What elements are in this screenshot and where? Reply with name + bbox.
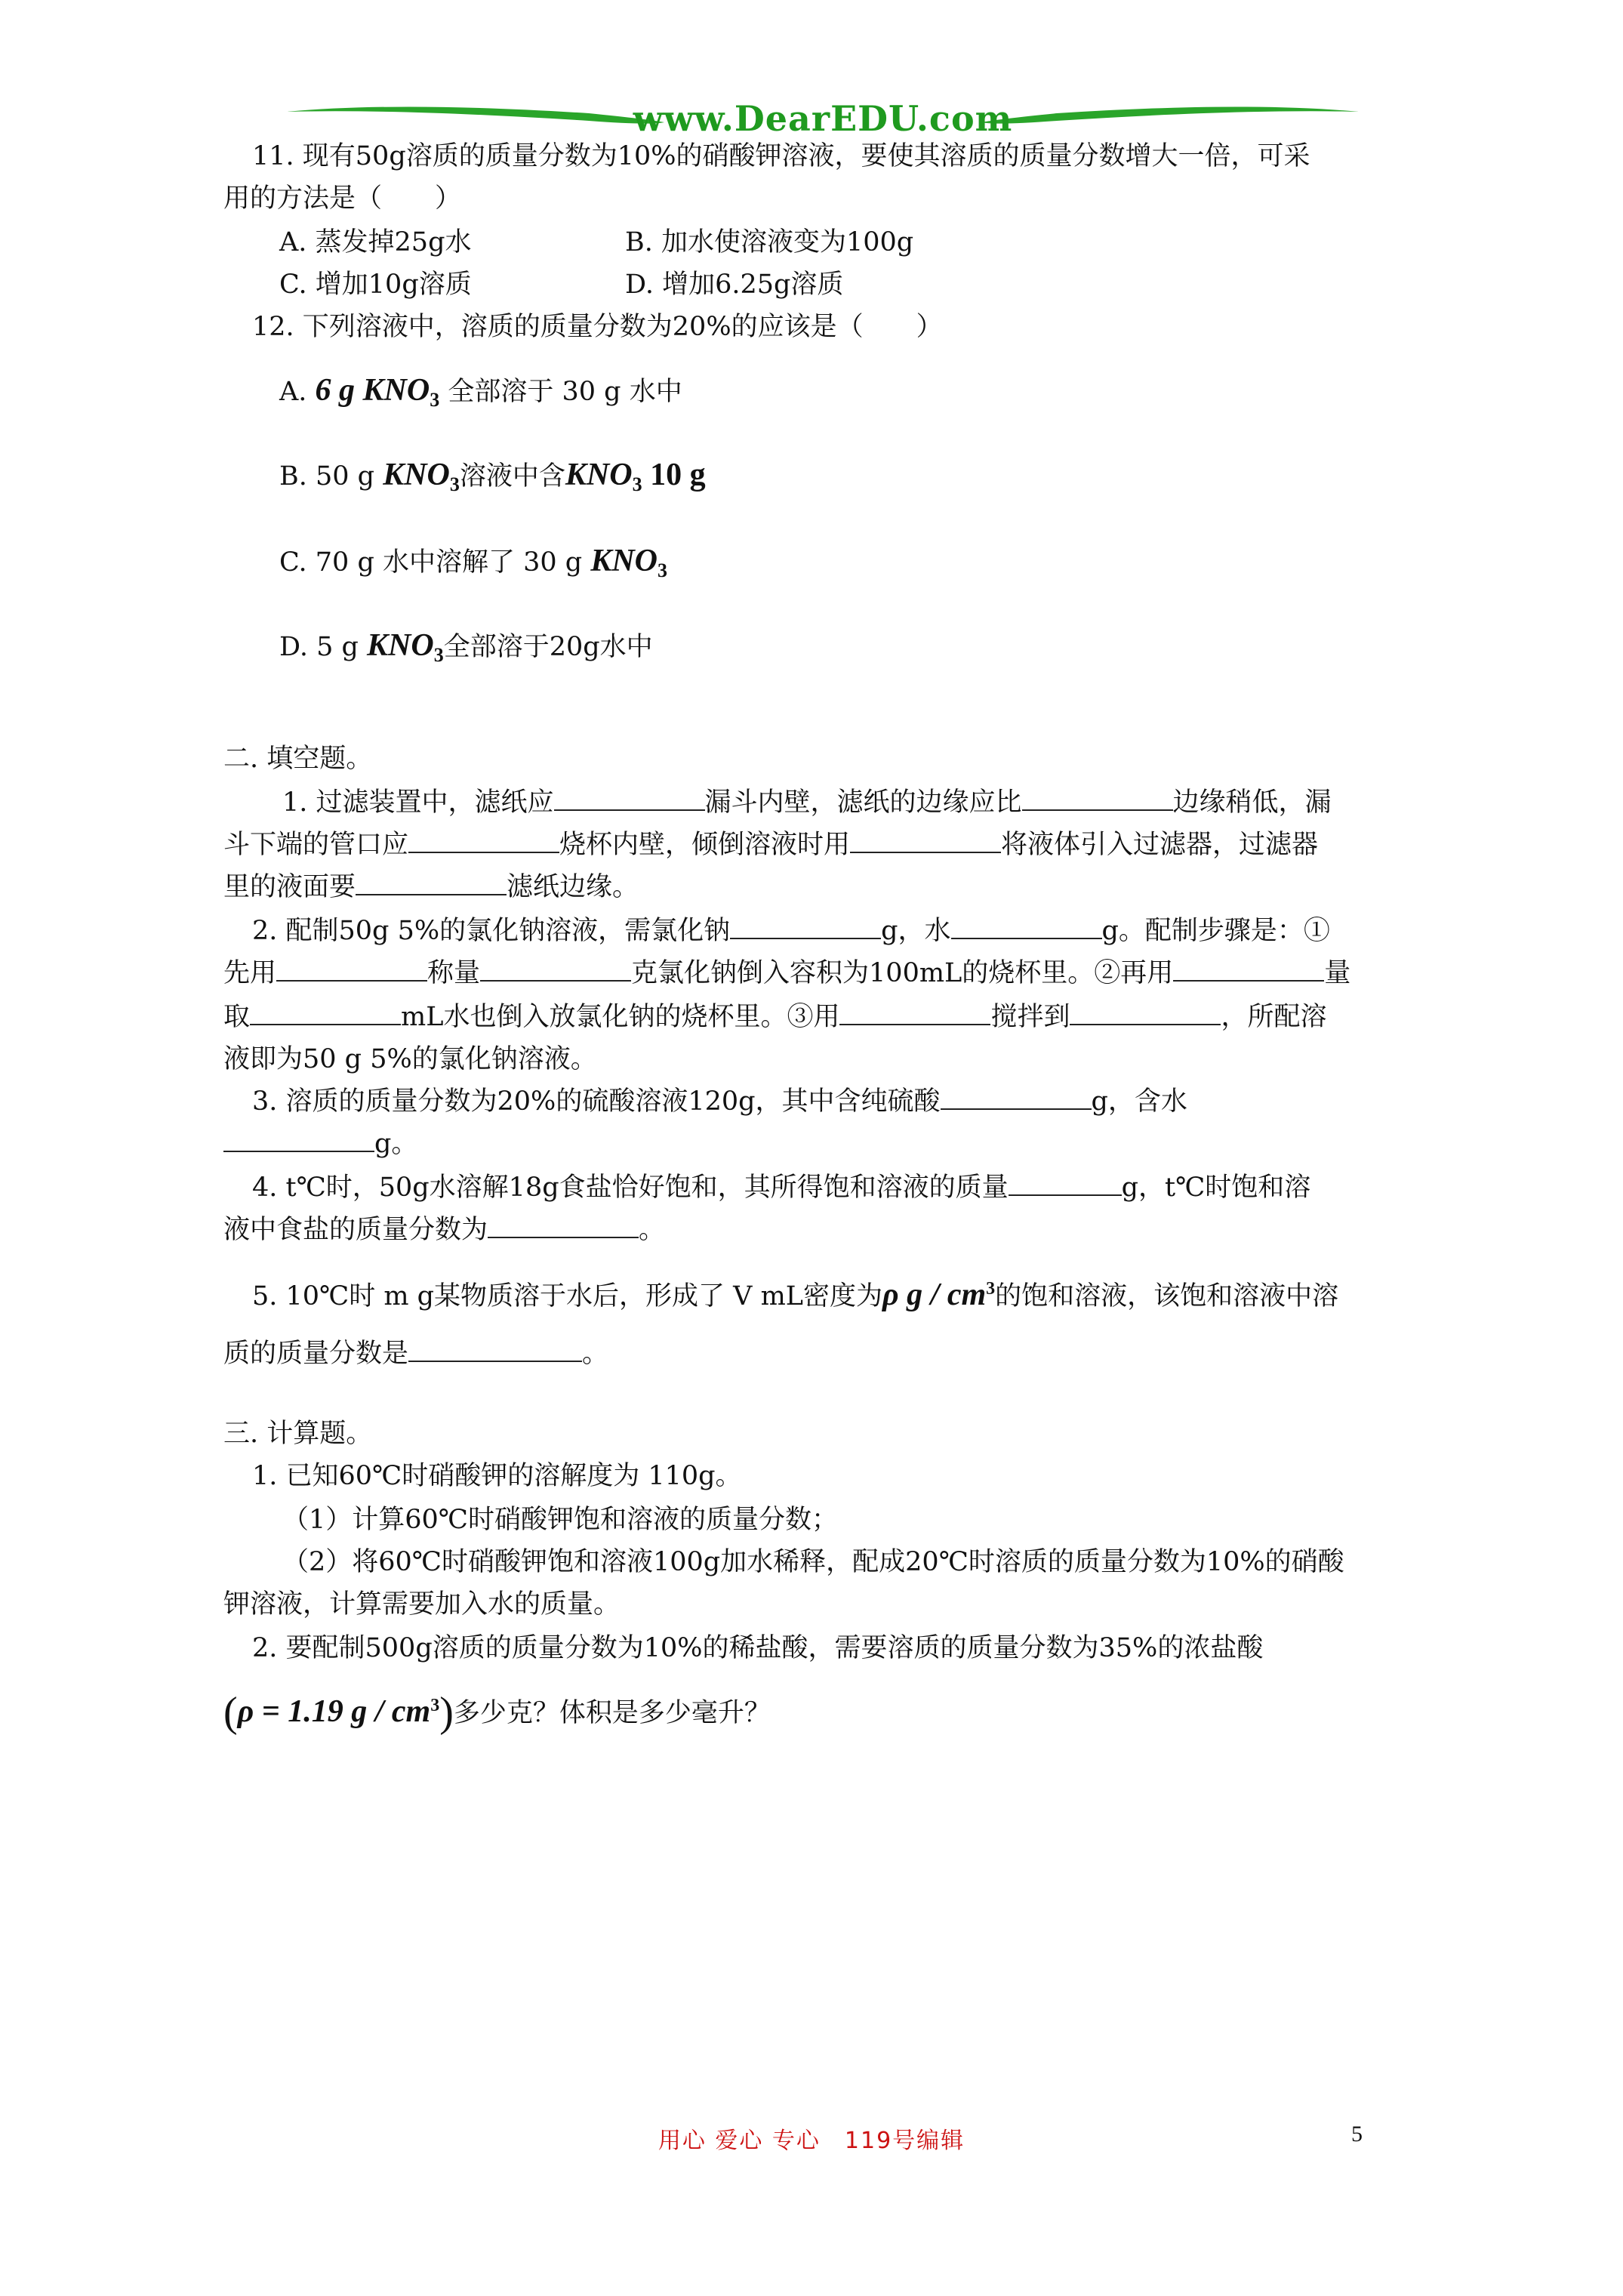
- q12-stem: 12. 下列溶液中，溶质的质量分数为20%的应该是（ ）: [252, 312, 943, 342]
- s3-q1: 1. 已知60℃时硝酸钾的溶解度为 110g。: [252, 1461, 742, 1491]
- s3-q2-line1: 2. 要配制500g溶质的质量分数为10%的稀盐酸，需要溶质的质量分数为35%的浓盐酸: [252, 1633, 1264, 1663]
- density-formula: ρ g / $cm^3$: [882, 1277, 996, 1312]
- answer-blank[interactable]: [839, 1000, 990, 1025]
- q12-b-text: 溶液中含: [459, 461, 565, 492]
- s2-q4-line1: 4. t℃时，50g水溶解18g食盐恰好饱和，其所得饱和溶液的质量 g，t℃时饱和溶: [252, 1170, 1310, 1205]
- answer-blank[interactable]: [730, 914, 881, 939]
- s2-q3-line1: 3. 溶质的质量分数为20%的硫酸溶液120g，其中含纯硫酸 g，含水: [252, 1084, 1187, 1119]
- answer-blank[interactable]: [850, 827, 1001, 853]
- answer-blank[interactable]: [408, 827, 559, 853]
- section3-title: 三. 计算题。: [223, 1419, 373, 1449]
- q11-option-b: B. 加水使溶液变为100g: [625, 227, 914, 257]
- s2-q4-line2: 液中食盐的质量分数为 。: [223, 1213, 665, 1247]
- q12-option-c: [279, 544, 667, 588]
- q12-d-formula: $KNO_3$: [367, 628, 444, 666]
- q12-c-formula: $KNO_3$: [590, 544, 667, 581]
- q11-stem-line2: 用的方法是（ ）: [223, 183, 462, 214]
- answer-blank[interactable]: [1022, 785, 1173, 811]
- answer-blank[interactable]: [276, 956, 427, 982]
- answer-blank[interactable]: [356, 870, 507, 895]
- answer-blank[interactable]: [951, 914, 1102, 939]
- s2-q2-line1: 2. 配制50g 5%的氯化钠溶液，需氯化钠 g，水 g。配制步骤是：①: [252, 914, 1330, 948]
- s2-q2-line2: 先用 称量 克氯化钠倒入容积为100mL的烧杯里。②再用 量: [223, 956, 1350, 991]
- answer-blank[interactable]: [554, 785, 705, 811]
- s3-q1-part2-line1: （2）将60℃时硝酸钾饱和溶液100g加水稀释，配成20℃时溶质的质量分数为10%的硝酸: [282, 1547, 1344, 1577]
- footer-text: 用心 爱心 专心 119号编辑: [658, 2128, 965, 2154]
- q12-d-text: 全部溶于20g水中: [443, 632, 653, 662]
- answer-blank[interactable]: [1009, 1170, 1122, 1196]
- q12-b-label: B. 50 g: [279, 461, 375, 492]
- q12-option-b: [279, 458, 706, 502]
- q11-option-a: A. 蒸发掉25g水: [279, 227, 472, 257]
- s2-q3-line2: g。: [223, 1126, 417, 1161]
- answer-blank[interactable]: [1173, 956, 1324, 982]
- q12-a-label: A.: [279, 377, 307, 407]
- site-header: [287, 97, 1359, 142]
- s2-q5-line2: 质的质量分数是 。: [223, 1336, 608, 1371]
- q12-c-label: C. 70 g 水中溶解了 30 g: [279, 547, 583, 578]
- q12-d-label: D. 5 g: [279, 632, 359, 662]
- s2-q5-line1: 5. 10℃时 m g某物质溶于水后，形成了 V mL密度为ρ g / $cm^3$的饱和溶液，该饱和溶液中溶: [252, 1277, 1339, 1312]
- answer-blank[interactable]: [941, 1084, 1092, 1110]
- s2-q1-line2: 斗下端的管口应 烧杯内壁，倾倒溶液时用 将液体引入过滤器，过滤器: [223, 827, 1318, 862]
- answer-blank[interactable]: [223, 1126, 374, 1152]
- q11-option-d: D. 增加6.25g溶质: [625, 270, 844, 300]
- answer-blank[interactable]: [480, 956, 631, 982]
- s2-q1-line1: 1. 过滤装置中，滤纸应 漏斗内壁，滤纸的边缘应比 边缘稍低，漏: [282, 785, 1332, 820]
- section2-title: 二. 填空题。: [223, 744, 373, 774]
- q11-option-c: C. 增加10g溶质: [279, 270, 472, 300]
- q11-stem-line1: 11. 现有50g溶质的质量分数为10%的硝酸钾溶液，要使其溶质的质量分数增大一倍，可采: [252, 141, 1310, 171]
- q12-b-formula1: $KNO_3$: [383, 458, 460, 495]
- page-number: 5: [1351, 2122, 1363, 2147]
- s3-q2-line2: (ρ = 1.19 g / $cm^3$)多少克？体积是多少毫升？: [223, 1689, 771, 1736]
- s2-q2-line3: 取 mL水也倒入放氯化钠的烧杯里。③用 搅拌到 ，所配溶: [223, 1000, 1326, 1034]
- s2-q1-line3: 里的液面要 滤纸边缘。: [223, 870, 639, 905]
- s3-q1-part2-line2: 钾溶液，计算需要加入水的质量。: [223, 1589, 621, 1620]
- s3-q1-part1: （1）计算60℃时硝酸钾饱和溶液的质量分数；: [282, 1505, 838, 1535]
- q12-a-formula: 6 g $KNO_3$: [315, 373, 440, 411]
- q12-option-d: [279, 628, 653, 673]
- answer-blank[interactable]: [488, 1213, 639, 1238]
- q12-option-a: [279, 373, 682, 418]
- s2-q2-line4: 液即为50 g 5%的氯化钠溶液。: [223, 1044, 597, 1074]
- q12-b-formula2: $KNO_3$ 10 g: [565, 458, 706, 495]
- answer-blank[interactable]: [1070, 1000, 1221, 1025]
- q12-a-text: 全部溶于 30 g 水中: [448, 377, 682, 407]
- answer-blank[interactable]: [408, 1336, 582, 1362]
- answer-blank[interactable]: [250, 1000, 401, 1025]
- site-logo[interactable]: www.DearEDU.com: [633, 98, 1013, 139]
- hcl-density-formula: (ρ = 1.19 g / $cm^3$): [223, 1689, 454, 1736]
- page-footer: [0, 2122, 1623, 2152]
